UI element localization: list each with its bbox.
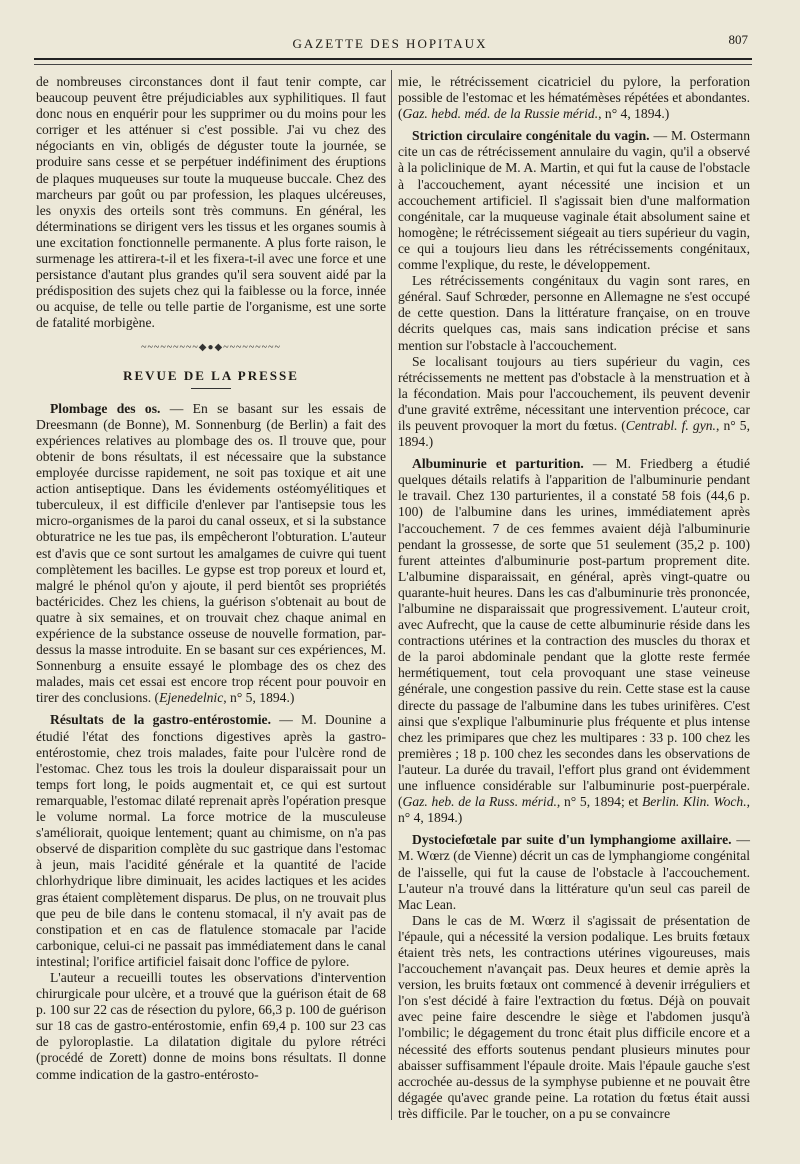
citation-end: , n° 5, 1894.) <box>223 690 295 706</box>
right-column <box>398 74 750 1122</box>
header-rule <box>34 58 752 60</box>
ornament-divider: ~~~~~~~~~◆●◆~~~~~~~~~ <box>141 341 281 353</box>
article-vagin-3 <box>398 354 750 451</box>
article-gastro <box>36 712 386 970</box>
citation: Berlin. Klin. Woch. <box>641 794 747 810</box>
article-dystocie <box>398 832 750 912</box>
column-divider <box>391 70 392 1120</box>
article-heading: Résultats de la gastro-entérostomie. <box>50 712 271 728</box>
intro-paragraph: de nombreuses circonstances dont il faut tenir compte, car beaucoup peuvent être préjudiciables aux syphilitiques. Il faut donc nous en enquérir pour les supprimer ou du moins pour les corriger et les atténuer si c'est possible. J'ai vu chez des négociants en vin, obligés de déguster toute la journée, se produire sans cesse et se perpétuer indéfiniment des éruptions de plaques muqueuses sur toute la muqueuse buccale. Chez des marcheurs par goût ou par profession, les plaques ulcéreuses, les onyxis des orteils sont très communs. En général, les déterminations se dirigent vers les tissus et les organes soumis à une excitation fonctionnelle permanente. A plus forte raison, le surmenage les attirera-t-il et les fixera-t-il avec une force et une persistance d'autant plus grandes qu'il sera souvent aidé par la prédisposition des sujets chez qui la faiblesse ou la force, innée ou acquise, de telle ou telle partie de l'organisme, est une sorte de fatalité morbigène. <box>36 74 386 331</box>
article-vagin-2: Les rétrécissements congénitaux du vagin sont rares, en général. Sauf Schrœder, personne en Allemagne ne s'est occupé de cette question. Dans la littérature française, on en trouve décrits quelques cas, mais sans indication précise et sans mention sur l'obstacle à l'accouchement. <box>398 273 750 353</box>
article-body: — M. Friedberg a étudié quelques détails relatifs à l'apparition de l'albuminurie pendant le travail. Chez 130 parturientes, il a constaté 58 fois (44,6 p. 100) de l'albumine dans les urines, immédiatement après l'accouchement. 7 de ces femmes avaient déjà l'albuminurie pendant la grossesse, de sorte que 51 seulement (35,2 p. 100) furent atteintes d'albuminurie post-partum proprement dite. L'albumine disparaissait, en général, après vingt-quatre ou quarante-huit heures. Dans les cas d'albuminurie très prononcée, l'albumine ne disparaissait que progressivement. L'auteur croit, avec Aufrecht, que la cause de cette albuminurie réside dans les contractions utérines et la contraction des muscles du thorax et de la paroi abdominale pendant que la glotte reste fermée hermétiquement, tout cela provoquant une stase veineuse générale, une congestion passive du rein. Cette stase est la cause directe du passage de l'albumine dans les tubes urinifères. C'est ainsi que s'explique l'albuminurie plus fréquente et plus intense chez les primipares que chez les multipares : 33 p. 100 chez les premières ; 18 p. 100 chez les secondes dans les observations de l'auteur. La durée du travail, l'effort plus grand ont évidemment une influence considérable sur l'albuminurie post-puerpérale. ( <box>398 456 750 810</box>
section-rule <box>191 388 231 389</box>
article-body: — M. Dounine a étudié l'état des fonctions digestives après la gastro-entérostomie, chez trois malades, faite pour l'ulcère rond de l'estomac. Chez tous les trois la douleur disparaissait pour un temps fort long, le poids augmentait et, ce qui est surtout remarquable, l'estomac dilaté reprenait après l'opération presque le volume normal. La force motrice de la musculeuse s'améliorait, quoique lentement; quant au chimisme, on n'a pas observé de disparition complète du suc gastrique dans l'estomac à jeun, mais l'acidité générale et la quantité de l'acide chlorhydrique libre diminuait, les acides lactiques et les acides gras étaient complètement disparus. De plus, on ne trouvait plus que peu de bile dans le contenu stomacal, il n'y avait pas de constipation et en cas de flatulence stomacale par l'acide carbonique, celui-ci ne passait pas immédiatement dans le canal intestinal; l'orifice artificiel faisait donc l'office de pylore. <box>36 712 386 969</box>
section-title: REVUE DE LA PRESSE <box>123 367 299 383</box>
page-number: 807 <box>728 32 748 47</box>
article-plombage <box>36 401 386 707</box>
article-body: — En se basant sur les essais de Dreesmann (de Bonne), M. Sonnenburg (de Berlin) a fait des expériences relatives au plombage des os. Il trouve que, pour obtenir de bons résultats, il est nécessaire que la substance employée durcisse rapidement, ne soit pas toxique et ait une action antiseptique. Dans les évidements ostéomyélitiques et tuberculeux, il est difficile d'enlever par l'antisepsie tous les micro-organismes de la paroi du canal osseux, et si la substance obturatrice ne les tue pas, ils empêcheront l'obturation. L'auteur est d'avis que ce sont surtout les amalgames de cuivre qui tuent complètement les bacilles. Le gypse est trop poreux et lourd et, malgré le phénol qu'on y ajoute, il perd bientôt ses propriétés bactéricides. Chez les chiens, la guérison s'obtenait au bout de quatre à six semaines, et on trouvait chez chaque animal en expérience de la substance osseuse de nouvelle formation, par-dessus la masse introduite. En se basant sur ces expériences, M. Sonnenburg a ensuite essayé le plombage des os chez des malades, mais cet essai est encore trop récent pour pouvoir en tirer des conclusions. ( <box>36 400 386 706</box>
article-heading: Albuminurie et parturition. <box>412 456 584 472</box>
article-body: mie, le rétrécissement cicatriciel du pylore, la perforation possible de l'estomac et les hématémèses répétées et abondantes. ( <box>398 74 750 122</box>
article-heading: Plombage des os. <box>50 400 161 416</box>
citation-end: , n° 4, 1894.) <box>398 794 751 826</box>
article-dystocie-2: Dans le cas de M. Wœrz il s'agissait de présentation de l'épaule, qui a nécessité la version podalique. Les bruits fœtaux étaient très nets, les contractions utérines vigoureuses, mais l'accouchement n'avançait pas. Deux heures et demie après la version, les bruits fœtaux ont commencé à devenir irréguliers et l'on s'est décidé à faire l'extraction du fœtus. Déjà on pouvait avec peine faire descendre le siège et l'abdomen jusqu'à l'ombilic; le dégagement du tronc était plus difficile encore et a nécessité des efforts soutenus pendant plusieurs minutes pour abaisser suffisamment l'épaule droite. Mais l'épaule gauche s'est accrochée au-dessus de la symphyse pubienne et ne pouvait être dégagée qu'avec grande peine. La rotation du fœtus était aussi très difficile. Par le toucher, on a pu se convaincre <box>398 912 750 1121</box>
citation: Gaz. hebd. méd. de la Russie mérid. <box>402 106 599 122</box>
article-body: Se localisant toujours au tiers supérieur du vagin, ces rétrécissements ne mettent pas d'obstacle à la menstruation et à la fécondation. Mais pour l'accouchement, ils peuvent devenir d'une gravité extrême, nécessitant une intervention précoce, car ils peuvent provoquer la mort du fœtus. ( <box>398 353 750 433</box>
citation-mid: , n° 5, 1894; et <box>556 794 642 810</box>
citation: Centrabl. f. gyn. <box>625 417 716 433</box>
article-gastro-cont: L'auteur a recueilli toutes les observations d'intervention chirurgicale pour ulcère, et a trouvé que la guérison était de 68 p. 100 sur 22 cas de résection du pylore, 66,3 p. 100 de guérison sur 18 cas de gastro-entérostomie, enfin 69,4 p. 100 sur 23 cas de pyloroplastie. La dilatation digitale du pylore rétréci (procédé de Zorett) donne de moins bons résultats. Il donne comme indication de la gastro-entérosto- <box>36 969 386 1082</box>
article-heading: Dystociefœtale par suite d'un lymphangiome axillaire. <box>412 832 732 848</box>
citation: Ejenedelnic <box>159 690 224 706</box>
continuation-paragraph <box>398 74 750 122</box>
article-albuminurie <box>398 456 750 826</box>
article-vagin <box>398 128 750 273</box>
article-heading: Striction circulaire congénitale du vagin. <box>412 128 650 144</box>
citation-end: , n° 5, 1894.) <box>398 417 750 450</box>
citation: Gaz. heb. de la Russ. mérid. <box>402 794 557 810</box>
running-header: GAZETTE DES HOPITAUX <box>292 36 488 51</box>
left-column <box>36 74 386 1083</box>
header-rule-thin <box>34 64 752 65</box>
article-body: — M. Ostermann cite un cas de rétrécissement annulaire du vagin, qu'il a observé à la policlinique de M. A. Martin, et qui fut la cause de l'obstacle à l'accouchement, ayant nécessité une incision et un accouchement artificiel. Il s'agissait bien d'une malformation congénitale, car la muqueuse vaginale était absolument saine et homogène; le rétrécissement siégeait au tiers supérieur du vagin, ce qui a toujours lieu dans les rétrécissements congénitaux, comme l'explique, du reste, le développement. <box>398 128 751 273</box>
article-body: — M. Wœrz (de Vienne) décrit un cas de lymphangiome congénital de l'aisselle, qui fut la cause de l'obstacle à l'accouchement. L'auteur n'a trouvé dans la littérature qu'un seul cas pareil de Mac Lean. <box>398 832 751 912</box>
citation-end: , n° 4, 1894.) <box>598 106 670 122</box>
